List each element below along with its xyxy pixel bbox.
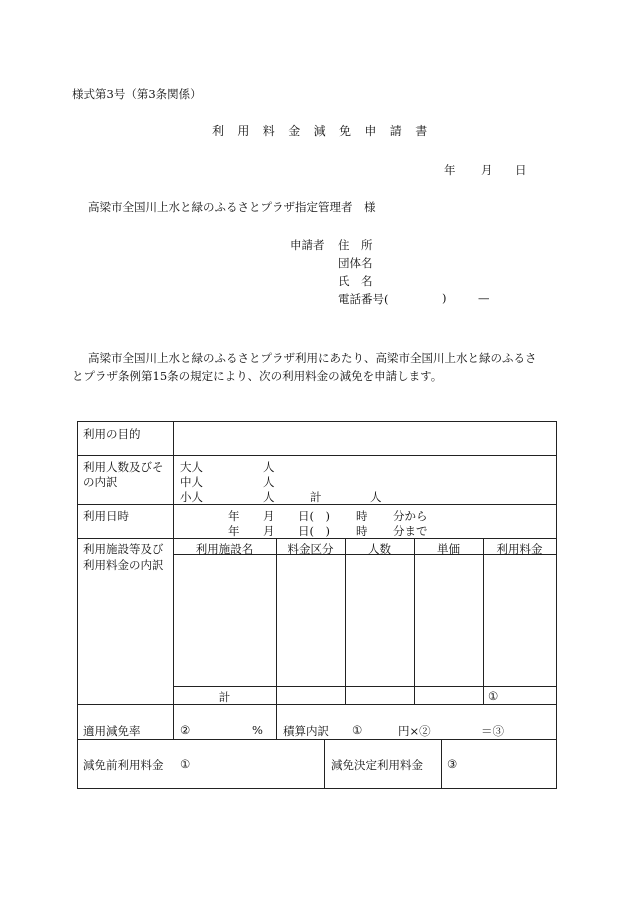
start-from: 分から: [393, 509, 428, 523]
facility-total-circle1: ①: [488, 689, 499, 703]
start-hour: 時: [356, 509, 368, 523]
percent-sign: %: [252, 723, 263, 737]
end-year: 年: [228, 524, 240, 538]
decided-fee-label: 減免決定利用料金: [331, 758, 423, 772]
addressee: 高梁市全国川上水と緑のふるさとプラザ指定管理者 様: [88, 200, 376, 214]
date-day-label: 日: [515, 163, 527, 177]
middle-label: 中人: [180, 475, 203, 489]
end-month: 月: [263, 524, 275, 538]
adult-label: 大人: [180, 460, 203, 474]
address-label: 住 所: [338, 238, 373, 252]
col-fee-category: 料金区分: [287, 542, 334, 556]
start-day: 日( ): [298, 509, 330, 523]
discount-rate-label: 適用減免率: [83, 724, 141, 738]
decided-fee-circle3: ③: [447, 757, 458, 771]
phone-label: 電話番号(: [338, 292, 389, 306]
body-text-line2: とプラザ条例第15条の規定により、次の利用料金の減免を申請します。: [72, 369, 443, 383]
calc-equals: ＝③: [481, 724, 504, 738]
calc-label: 積算内訳: [283, 724, 329, 738]
start-year: 年: [228, 509, 240, 523]
col-headcount: 人数: [368, 542, 391, 556]
adult-person-unit: 人: [263, 460, 275, 474]
phone-close-paren: ): [442, 291, 447, 305]
facility-label-line2: 利用料金の内訳: [83, 558, 164, 572]
phone-dash: —: [478, 291, 490, 305]
headcount-label-line2: の内訳: [83, 475, 118, 489]
end-hour: 時: [356, 524, 368, 538]
form-number: 様式第3号（第3条関係）: [72, 87, 202, 101]
start-month: 月: [263, 509, 275, 523]
name-label: 氏 名: [338, 274, 373, 288]
pre-fee-label: 減免前利用料金: [83, 758, 164, 772]
col-unit-price: 単価: [437, 542, 460, 556]
middle-person-unit: 人: [263, 475, 275, 489]
body-text-line1: 高梁市全国川上水と緑のふるさとプラザ利用にあたり、高梁市全国川上水と緑のふるさ: [88, 351, 537, 365]
pre-fee-circle1: ①: [180, 757, 191, 771]
purpose-label: 利用の目的: [83, 427, 141, 441]
facility-label-line1: 利用施設等及び: [83, 542, 164, 556]
date-year-label: 年: [444, 163, 456, 177]
small-label: 小人: [180, 490, 203, 504]
headcount-label-line1: 利用人数及びそ: [83, 460, 164, 474]
applicant-label: 申請者: [290, 238, 325, 252]
discount-circle2: ②: [180, 723, 191, 737]
calc-yen-times: 円×②: [398, 724, 431, 738]
group-label: 団体名: [338, 256, 373, 270]
small-person-unit: 人: [263, 490, 275, 504]
page-title: 利用料金減免申請書: [212, 124, 441, 138]
end-until: 分まで: [393, 524, 428, 538]
facility-total-label: 計: [218, 690, 231, 704]
total-person-unit: 人: [370, 490, 382, 504]
headcount-total-label: 計: [310, 490, 322, 504]
col-fee: 利用料金: [496, 542, 543, 556]
calc-circle1: ①: [352, 723, 363, 737]
datetime-label: 利用日時: [83, 509, 129, 523]
end-day: 日( ): [298, 524, 330, 538]
col-facility-name: 利用施設名: [195, 542, 254, 556]
date-month-label: 月: [481, 163, 493, 177]
